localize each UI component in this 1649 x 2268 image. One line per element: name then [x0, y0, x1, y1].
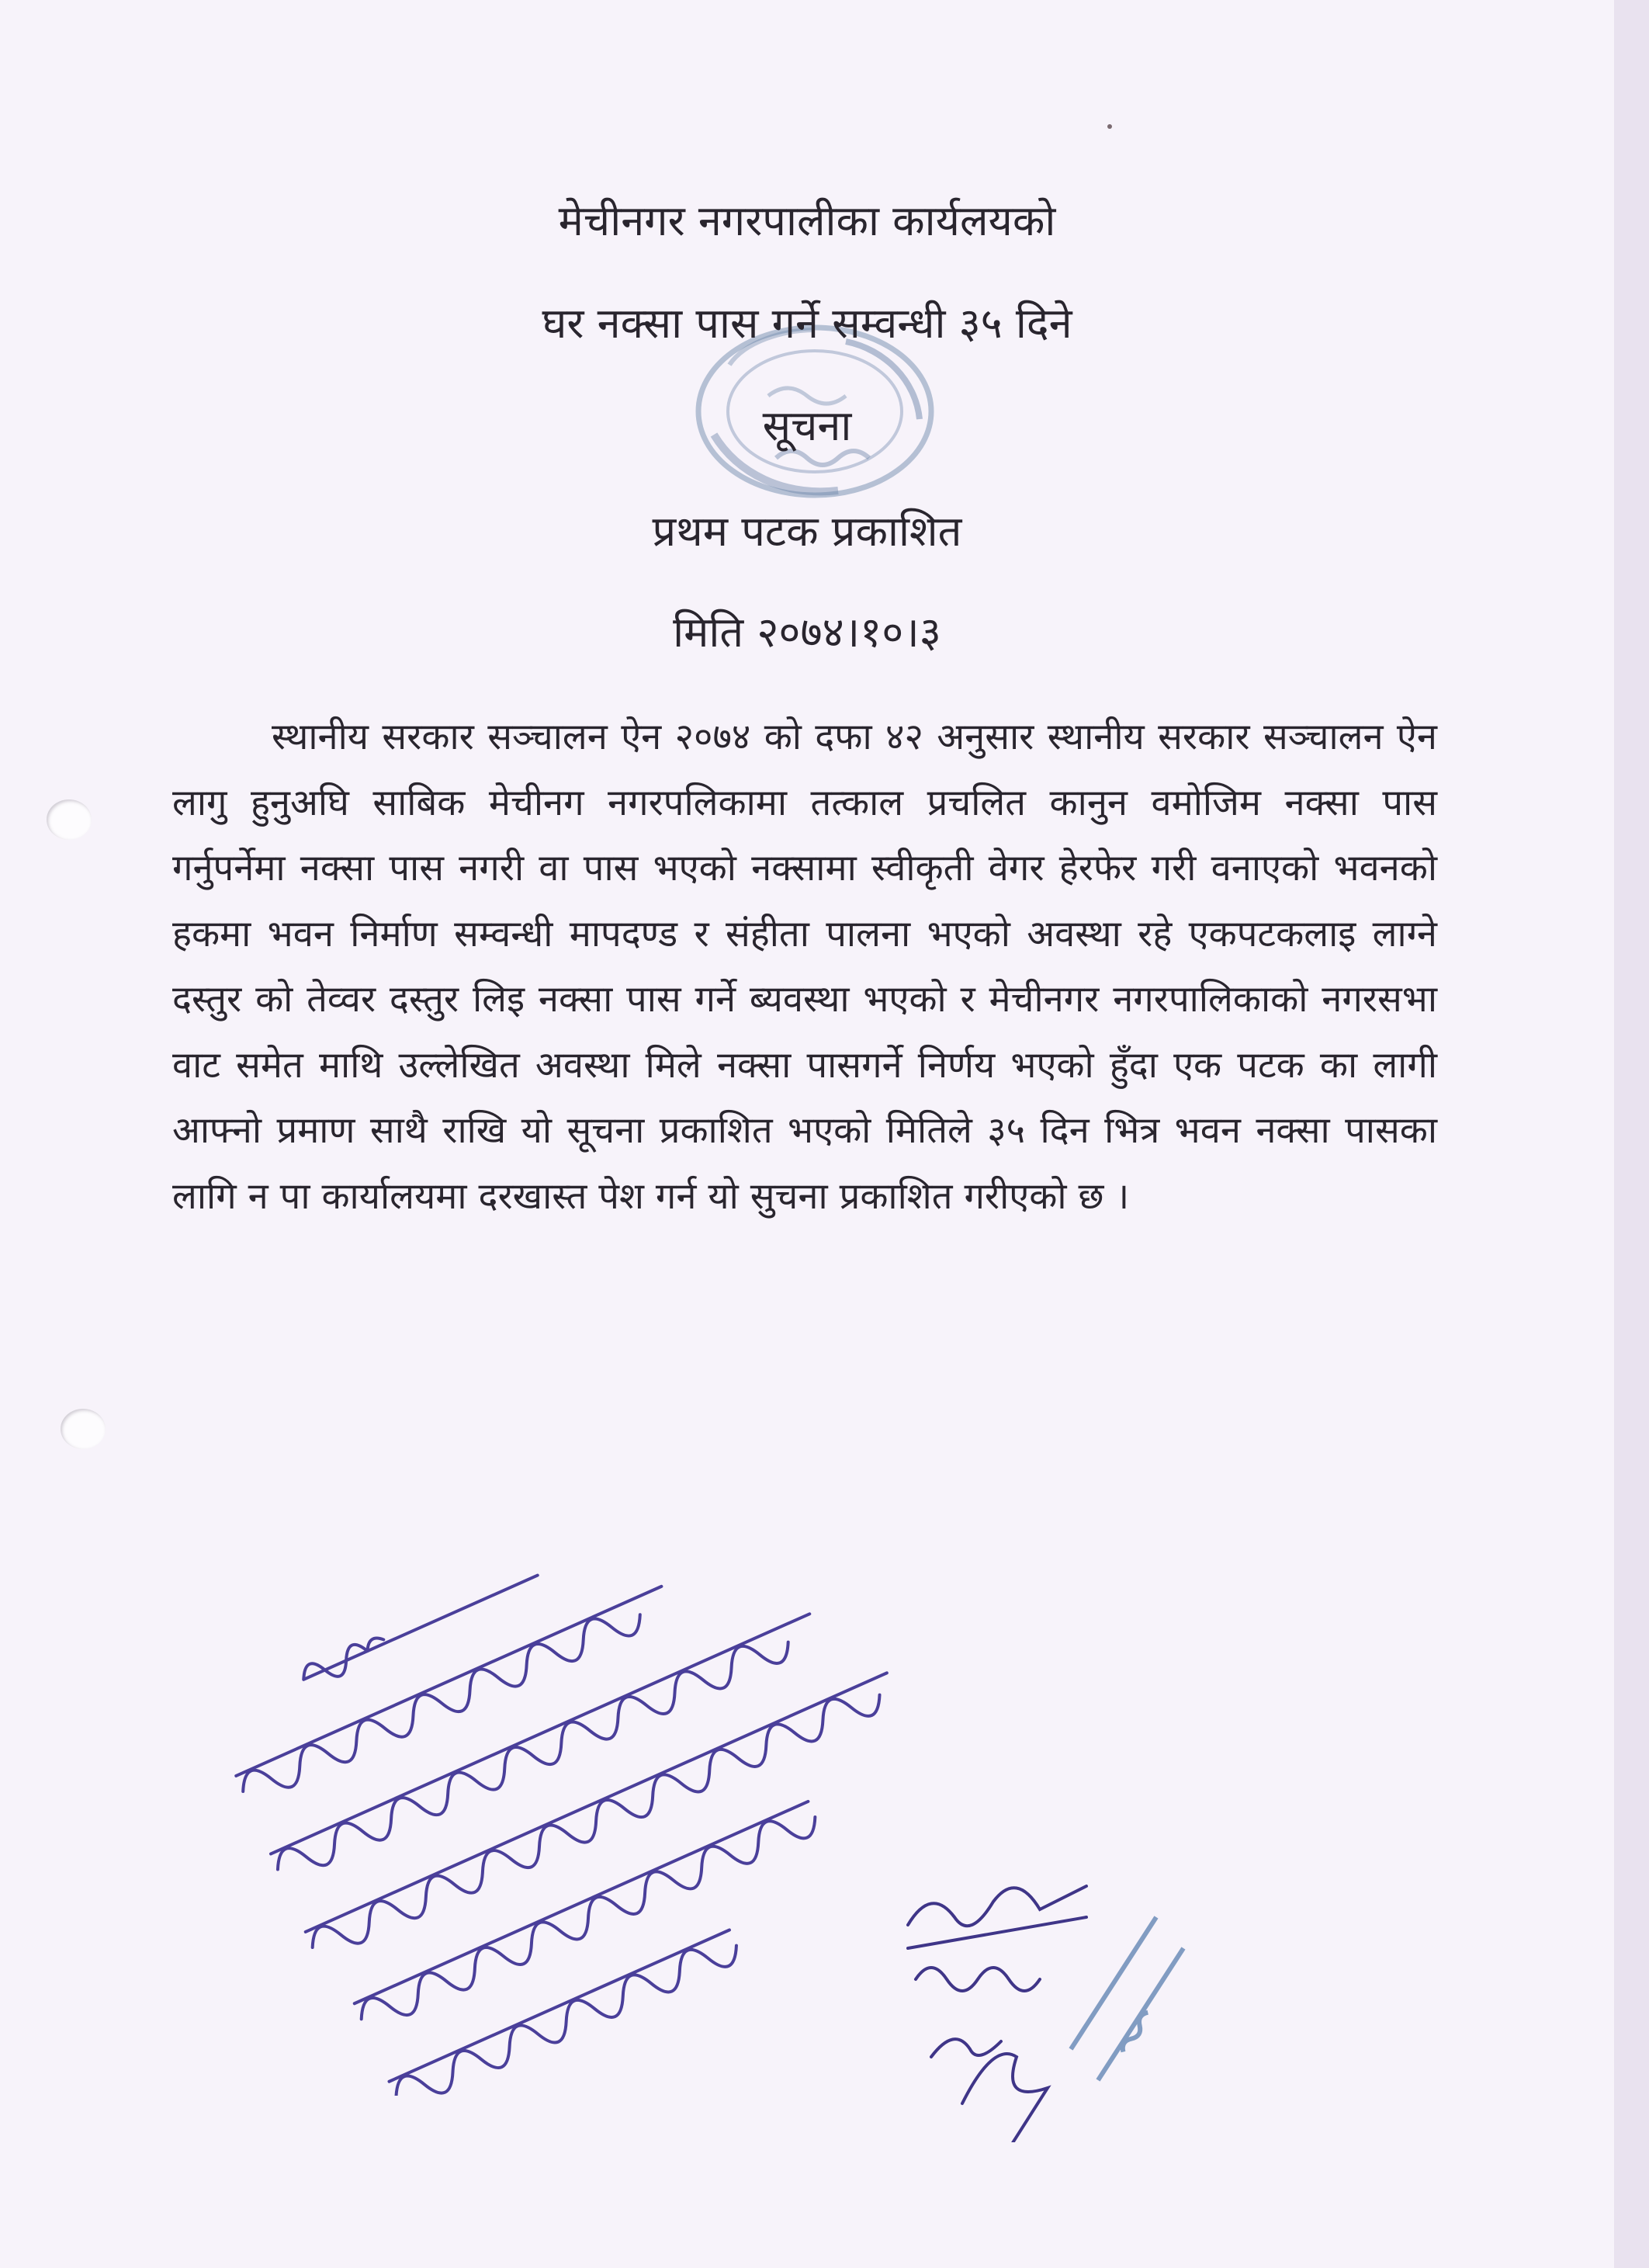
notice-subject: घर नक्सा पास गर्ने सम्वन्धी ३५ दिने — [542, 299, 1072, 348]
publication-status: प्रथम पटक प्रकाशित — [652, 507, 962, 556]
punch-hole-bottom — [61, 1409, 106, 1449]
scanner-background-edge — [1614, 0, 1649, 2268]
paper-speck — [1107, 124, 1112, 129]
notice-date: मिति २०७४।१०।३ — [673, 608, 941, 657]
office-title: मेचीनगर नगरपालीका कार्यलयको — [558, 196, 1056, 245]
officer-signature-stamp — [892, 1847, 1187, 2142]
notice-body: स्थानीय सरकार सञ्चालन ऐन २०७४ को दफा ४२ अनुसार स्थानीय सरकार सञ्चालन ऐन लागु हुनुअघि साबिक मेचीनग नगरपलिकामा तत्काल प्रचलित कानुन वमोजिम नक्सा पास गर्नुपर्नेमा नक्सा पास नगरी वा पास भएको नक्सामा स्वीकृती वेगर हेरफेर गरी वनाएको भवनको हकमा भवन निर्माण सम्वन्धी मापदण्ड र संहीता पालना भएको अवस्था रहे एकपटकलाइ लाग्ने दस्तुर को तेव्वर दस्तुर लिइ नक्सा पास गर्ने ब्यवस्था भएको र मेचीनगर नगरपालिकाको नगरसभा वाट समेत माथि उल्लेखित अवस्था मिले नक्सा पासगर्ने निर्णय भएको हुँदा एक पटक का लागी आफ्नो प्रमाण साथै राखि यो सूचना प्रकाशित भएको मितिले ३५ दिन भित्र भवन नक्सा पासका लागि न पा कार्यालयमा दरखास्त पेश गर्न यो सुचना प्रकाशित गरीएको छ । — [172, 716, 1437, 1218]
notice-heading: सूचना — [762, 401, 852, 450]
punch-hole-top — [47, 799, 92, 840]
